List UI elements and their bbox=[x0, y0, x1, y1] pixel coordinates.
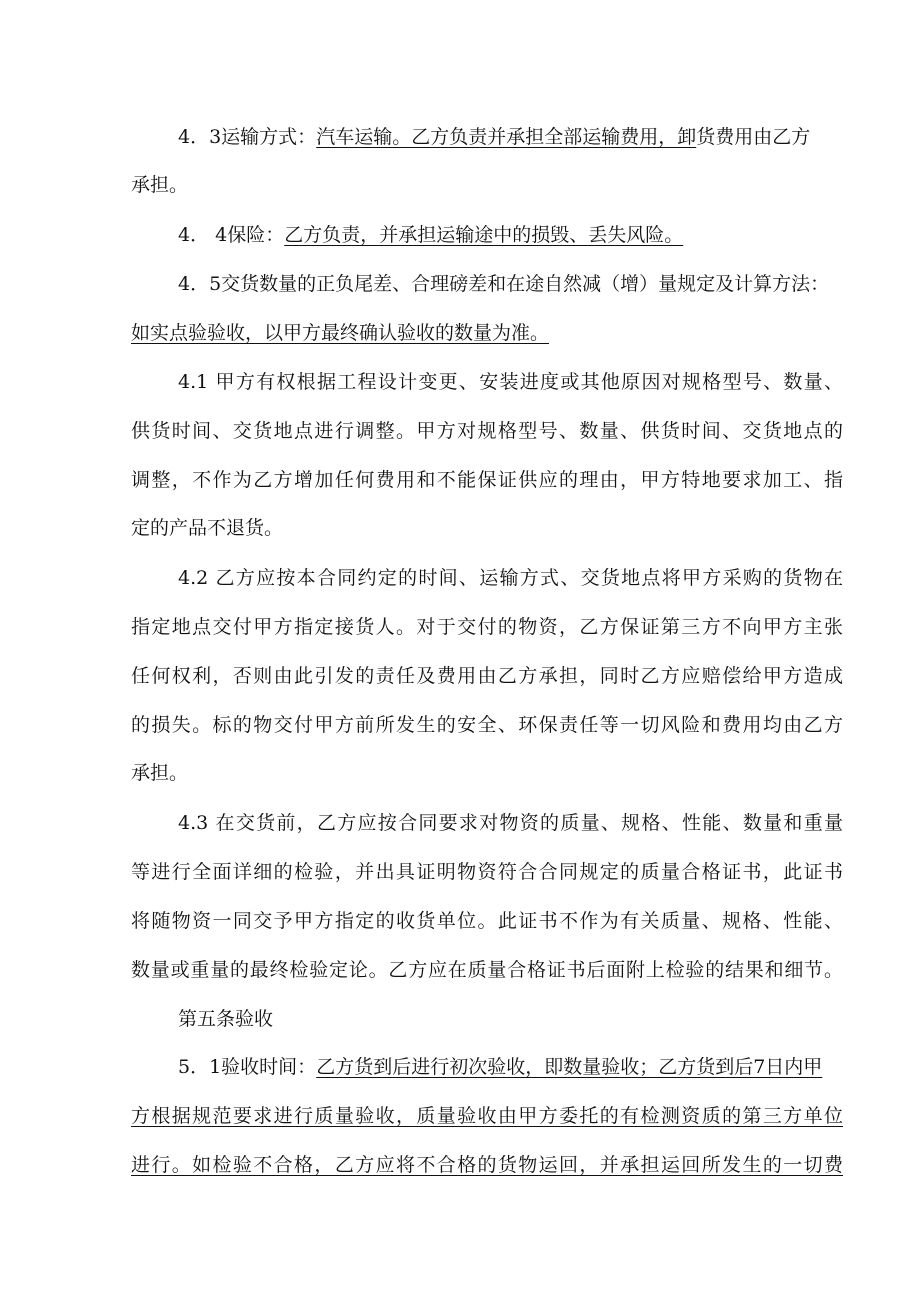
clause-4-2-line: 任何权利，否则由此引发的责任及费用由乙方承担，同时乙方应赔偿给甲方造成 bbox=[131, 665, 843, 687]
clause-4-3-inspection-line: 等进行全面详细的检验，并出具证明物资符合合同规定的质量合格证书，此证书 bbox=[131, 861, 843, 883]
clause-5-1-line bbox=[178, 1054, 843, 1080]
clause-4-4-label: 4． 4保险： bbox=[178, 224, 285, 246]
clause-5-1-label: 5．1验收时间： bbox=[178, 1056, 317, 1078]
clause-4-3-value-rest: 货费用由乙方 bbox=[696, 126, 811, 148]
clause-4-3-label: 4．3运输方式： bbox=[178, 126, 317, 148]
clause-4-3-transport bbox=[178, 124, 843, 150]
clause-4-3-inspection-line: 将随物资一同交予甲方指定的收货单位。此证书不作为有关质量、规格、性能、 bbox=[131, 910, 843, 932]
clause-5-1-value: 乙方货到后进行初次验收，即数量验收；乙方货到后7日内甲 bbox=[316, 1056, 823, 1078]
clause-4-2-line: 4.2 乙方应按本合同约定的时间、运输方式、交货地点将甲方采购的货物在 bbox=[178, 567, 843, 589]
clause-4-1-line: 定的产品不退货。 bbox=[131, 517, 284, 539]
clause-4-4-value: 乙方负责，并承担运输途中的损毁、丢失风险。 bbox=[284, 224, 684, 246]
clause-4-3-value-underlined: 汽车运输。乙方负责并承担全部运输费用，卸 bbox=[316, 126, 697, 148]
clause-4-1-line: 4.1 甲方有权根据工程设计变更、安装进度或其他原因对规格型号、数量、 bbox=[178, 371, 843, 393]
clause-4-5-value: 如实点验验收，以甲方最终确认验收的数量为准。 bbox=[131, 322, 550, 344]
clause-4-3-inspection-line: 4.3 在交货前，乙方应按合同要求对物资的质量、规格、性能、数量和重量 bbox=[178, 812, 843, 834]
clause-4-2-line: 指定地点交付甲方指定接货人。对于交付的物资，乙方保证第三方不向甲方主张 bbox=[131, 616, 843, 638]
clause-5-1-line: 进行。如检验不合格，乙方应将不合格的货物运回，并承担运回所发生的一切费 bbox=[131, 1154, 843, 1176]
clause-4-3-inspection-line: 数量或重量的最终检验定论。乙方应在质量合格证书后面附上检验的结果和细节。 bbox=[131, 959, 843, 981]
clause-4-3-continuation: 承担。 bbox=[131, 174, 189, 196]
clause-4-2-line: 承担。 bbox=[131, 762, 189, 784]
clause-4-5-value-line bbox=[131, 320, 843, 346]
clause-4-5-label: 4．5交货数量的正负尾差、合理磅差和在途自然减（增）量规定及计算方法： bbox=[178, 273, 830, 295]
clause-4-2-line: 的损失。标的物交付甲方前所发生的安全、环保责任等一切风险和费用均由乙方 bbox=[131, 714, 843, 736]
clause-4-1-line: 供货时间、交货地点进行调整。甲方对规格型号、数量、供货时间、交货地点的 bbox=[131, 420, 843, 442]
clause-5-1-line: 方根据规范要求进行质量验收，质量验收由甲方委托的有检测资质的第三方单位 bbox=[131, 1105, 843, 1127]
clause-4-1-line: 调整，不作为乙方增加任何费用和不能保证供应的理由，甲方特地要求加工、指 bbox=[131, 469, 843, 491]
article-5-heading: 第五条验收 bbox=[178, 1008, 274, 1030]
clause-4-4-insurance bbox=[178, 222, 843, 248]
